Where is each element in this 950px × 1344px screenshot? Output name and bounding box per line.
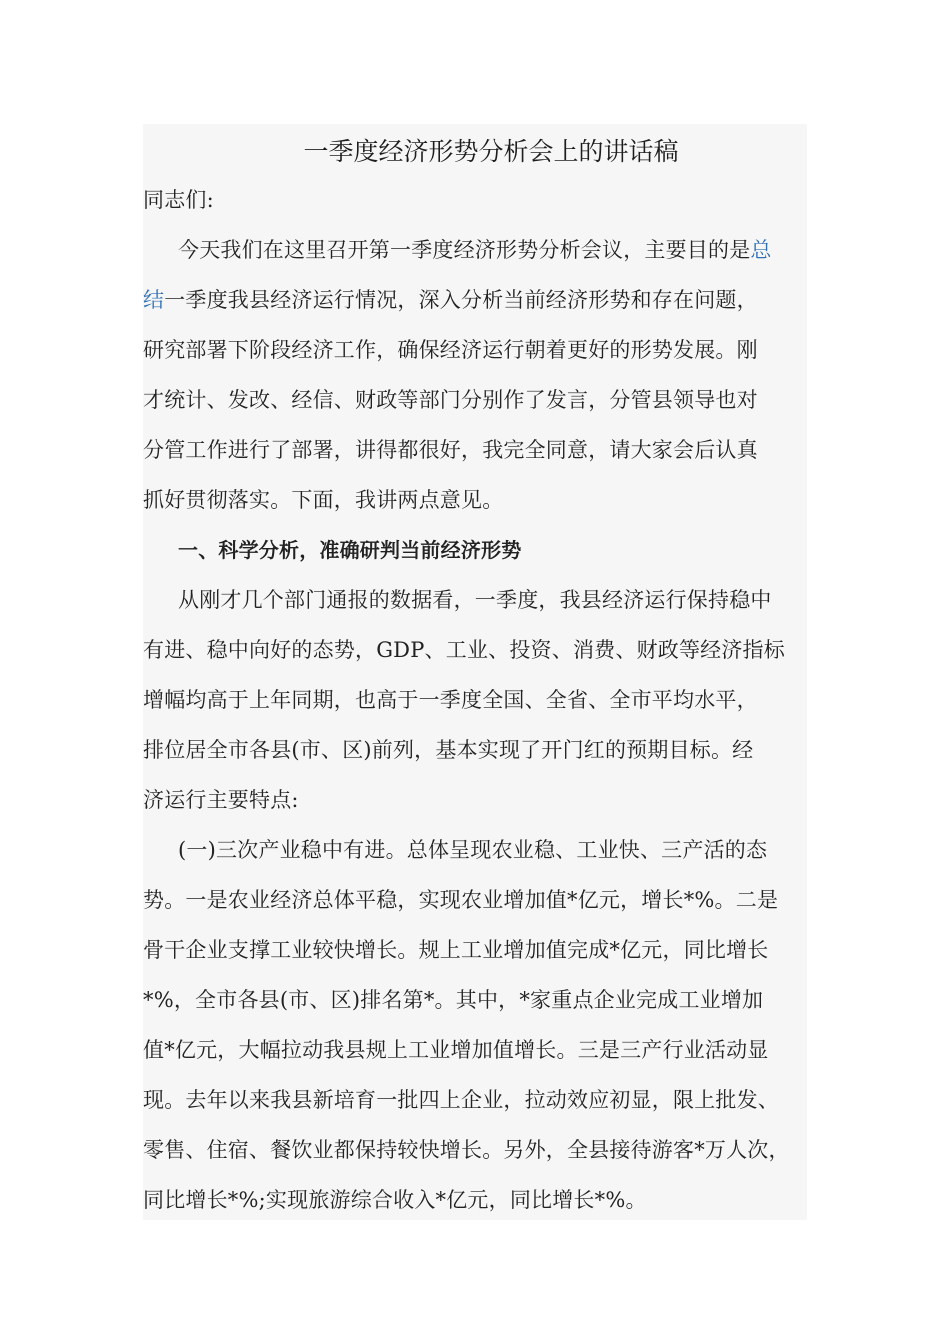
paragraph-3-line-6: 现。去年以来我县新培育一批四上企业，拉动效应初显，限上批发、 bbox=[143, 1088, 779, 1112]
document-title: 一季度经济形势分析会上的讲话稿 bbox=[303, 137, 679, 166]
paragraph-3-line-4: *%，全市各县(市、区)排名第*。其中，*家重点企业完成工业增加 bbox=[143, 988, 764, 1012]
summary-link[interactable]: 结 bbox=[143, 288, 165, 312]
paragraph-2-line-4: 排位居全市各县(市、区)前列，基本实现了开门红的预期目标。经 bbox=[143, 738, 754, 762]
paragraph-3-line-3: 骨干企业支撑工业较快增长。规上工业增加值完成*亿元，同比增长 bbox=[143, 938, 769, 962]
summary-link[interactable]: 总 bbox=[750, 238, 772, 262]
paragraph-1-line-5: 分管工作进行了部署，讲得都很好，我完全同意，请大家会后认真 bbox=[143, 438, 758, 462]
paragraph-1-line-2 bbox=[143, 280, 758, 320]
paragraph-2-line-3: 增幅均高于上年同期，也高于一季度全国、全省、全市平均水平， bbox=[143, 688, 758, 712]
paragraph-2-line-5: 济运行主要特点: bbox=[143, 788, 299, 812]
paragraph-3-line-2: 势。一是农业经济总体平稳，实现农业增加值*亿元，增长*%。二是 bbox=[143, 888, 779, 912]
paragraph-1-line-3: 研究部署下阶段经济工作，确保经济运行朝着更好的形势发展。刚 bbox=[143, 338, 758, 362]
paragraph-1-line-4: 才统计、发改、经信、财政等部门分别作了发言，分管县领导也对 bbox=[143, 388, 758, 412]
paragraph-3-line-5: 值*亿元，大幅拉动我县规上工业增加值增长。三是三产行业活动显 bbox=[143, 1038, 769, 1062]
paragraph-3-line-7: 零售、住宿、餐饮业都保持较快增长。另外，全县接待游客*万人次， bbox=[143, 1138, 790, 1162]
paragraph-2-line-2: 有进、稳中向好的态势，GDP、工业、投资、消费、财政等经济指标 bbox=[143, 638, 785, 662]
paragraph-3-line-8: 同比增长*%;实现旅游综合收入*亿元，同比增长*%。 bbox=[143, 1188, 647, 1212]
salutation: 同志们: bbox=[143, 188, 214, 212]
paragraph-2-line-1: 从刚才几个部门通报的数据看，一季度，我县经济运行保持稳中 bbox=[178, 588, 772, 612]
paragraph-1-line-1 bbox=[178, 230, 772, 270]
paragraph-1-line-6: 抓好贯彻落实。下面，我讲两点意见。 bbox=[143, 488, 504, 512]
paragraph-3-line-1: (一)三次产业稳中有进。总体呈现农业稳、工业快、三产活的态 bbox=[178, 838, 768, 862]
paragraph-text: 今天我们在这里召开第一季度经济形势分析会议，主要目的是 bbox=[178, 238, 751, 262]
section-1-heading: 一、科学分析，准确研判当前经济形势 bbox=[178, 538, 522, 562]
paragraph-text: 一季度我县经济运行情况，深入分析当前经济形势和存在问题， bbox=[164, 288, 758, 312]
